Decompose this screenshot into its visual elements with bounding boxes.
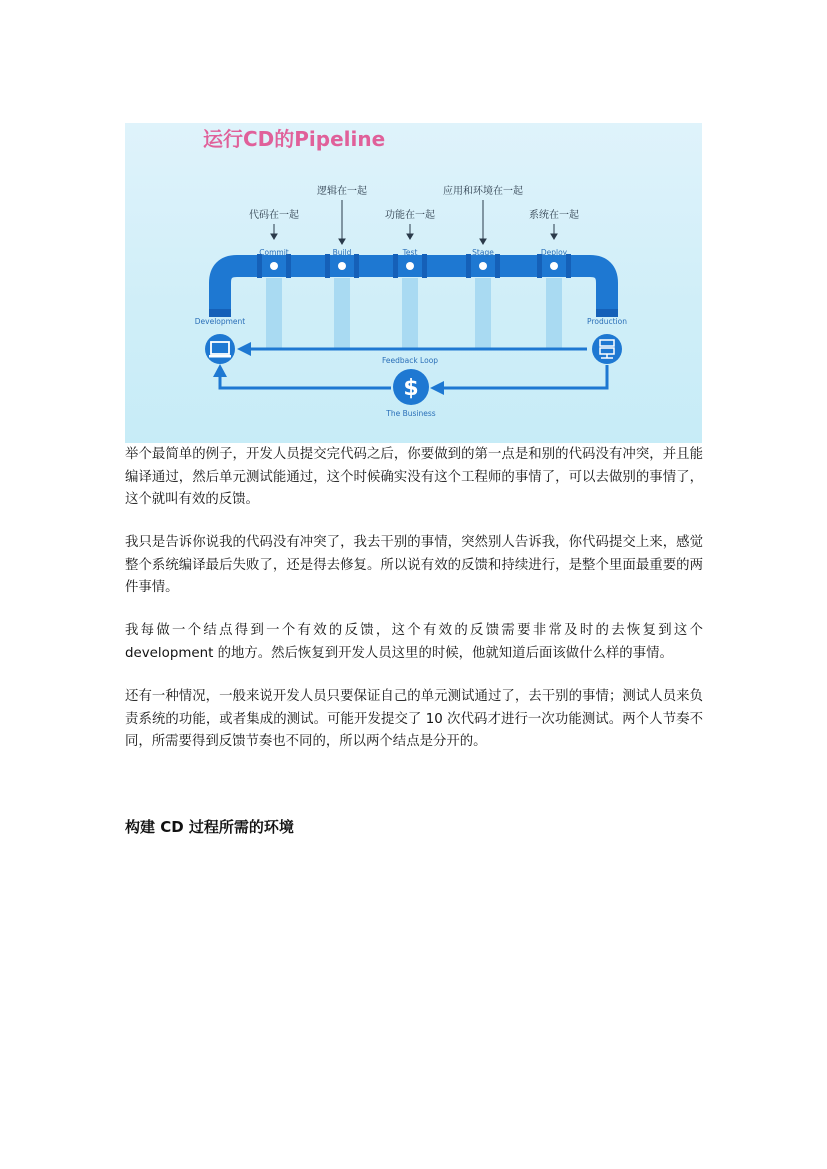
development-icon — [205, 334, 235, 364]
paragraph-1: 举个最简单的例子，开发人员提交完代码之后，你要做到的第一点是和别的代码没有冲突，并且能编译通过，然后单元测试能通过，这个时候确实没有这个工程师的事情了，可以去做别的事情了，这个就叫有效的反馈。 — [125, 447, 703, 507]
stage-label-stage: Stage — [472, 248, 494, 257]
paragraph-2: 我只是告诉你说我的代码没有冲突了，我去干别的事情，突然别人告诉我，你代码提交上来，感觉整个系统编译最后失败了，还是得去修复。所以说有效的反馈和持续进行，是整个里面最重要的两件事情。 — [125, 535, 703, 595]
pipe-supports — [266, 278, 562, 348]
pipeline-figure — [125, 123, 702, 443]
development-label: Development — [194, 317, 246, 326]
stage-label-test: Test — [402, 248, 418, 257]
paragraph-4: 还有一种情况，一般来说开发人员只要保证自己的单元测试通过了，去干别的事情；测试人员来负责系统的功能，或者集成的测试。可能开发提交了 10 次代码才进行一次功能测试。两个人节奏不同，所需要得到反馈节奏也不同的，所以两个结点是分开的。 — [125, 689, 703, 749]
paragraph-3: 我每做一个结点得到一个有效的反馈，这个有效的反馈需要非常及时的去恢复到这个development 的地方。然后恢复到开发人员这里的时候，他就知道后面该做什么样的事情。 — [125, 623, 703, 661]
stage-label-commit: Commit — [259, 248, 289, 257]
business-label: The Business — [386, 409, 436, 418]
stage-note-deploy: 系统在一起 — [529, 210, 579, 221]
dollar-icon — [393, 369, 429, 405]
server-icon — [592, 334, 622, 364]
stage-arrows — [271, 200, 557, 244]
stage-note-build: 逻辑在一起 — [317, 186, 367, 197]
pipeline-diagram — [125, 123, 702, 443]
svg-text:$: $ — [403, 376, 419, 401]
feedback-loop-label: Feedback Loop — [381, 356, 439, 365]
stage-label-deploy: Deploy — [540, 248, 568, 257]
stage-note-test: 功能在一起 — [385, 210, 435, 221]
stage-note-stage: 应用和环境在一起 — [443, 186, 523, 197]
figure-title: 运行CD的Pipeline — [203, 127, 386, 151]
stage-label-build: Build — [332, 248, 352, 257]
stage-note-commit: 代码在一起 — [249, 210, 299, 221]
section-heading: 构建 CD 过程所需的环境 — [125, 818, 294, 836]
production-label: Production — [587, 317, 627, 326]
